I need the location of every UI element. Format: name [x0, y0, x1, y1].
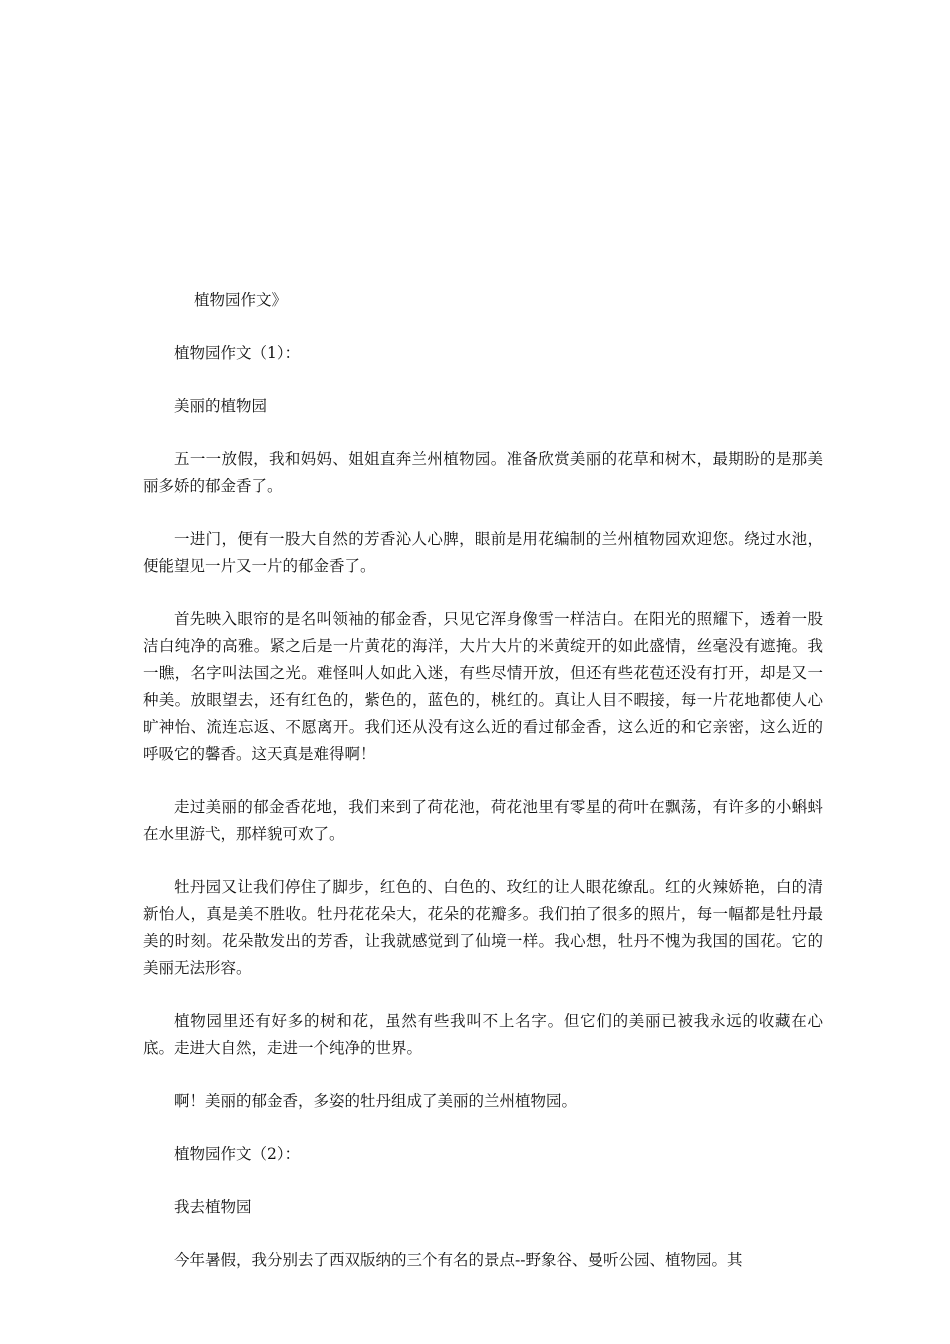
- paragraph: 啊！美丽的郁金香，多姿的牡丹组成了美丽的兰州植物园。: [174, 1092, 578, 1110]
- section-title-2: 植物园作文（2）：: [174, 1145, 301, 1163]
- document-body: [143, 287, 823, 1300]
- paragraph: 五一一放假，我和妈妈、姐姐直奔兰州植物园。准备欣赏美丽的花草和树木，最期盼的是那美丽多娇的郁金香了。: [143, 450, 823, 495]
- essay-title-1: 美丽的植物园: [174, 397, 268, 415]
- paragraph: 一进门，便有一股大自然的芳香沁人心脾，眼前是用花编制的兰州植物园欢迎您。绕过水池，便能望见一片又一片的郁金香了。: [143, 530, 823, 575]
- paragraph: 今年暑假，我分别去了西双版纳的三个有名的景点--野象谷、曼听公园、植物园。其: [174, 1251, 743, 1269]
- essay-title-2: 我去植物园: [174, 1198, 252, 1216]
- paragraph: 走过美丽的郁金香花地，我们来到了荷花池，荷花池里有零星的荷叶在飘荡，有许多的小蝌蚪在水里游弋，那样貌可欢了。: [143, 798, 823, 843]
- paragraph: 牡丹园又让我们停住了脚步，红色的、白色的、玫红的让人眼花缭乱。红的火辣娇艳，白的清新怡人，真是美不胜收。牡丹花花朵大，花朵的花瓣多。我们拍了很多的照片，每一幅都是牡丹最美的时刻。花朵散发出的芳香，让我就感觉到了仙境一样。我心想，牡丹不愧为我国的国花。它的美丽无法形容。: [143, 878, 823, 977]
- paragraph: 首先映入眼帘的是名叫领袖的郁金香，只见它浑身像雪一样洁白。在阳光的照耀下，透着一股洁白纯净的高雅。紧之后是一片黄花的海洋，大片大片的米黄绽开的如此盛情，丝毫没有遮掩。我一瞧，名字叫法国之光。难怪叫人如此入迷，有些尽情开放，但还有些花苞还没有打开，却是又一种美。放眼望去，还有红色的，紫色的，蓝色的，桃红的。真让人目不暇接，每一片花地都使人心旷神怡、流连忘返、不愿离开。我们还从没有这么近的看过郁金香，这么近的和它亲密，这么近的呼吸它的馨香。这天真是难得啊！: [143, 610, 823, 763]
- document-heading: 植物园作文》: [194, 291, 288, 309]
- section-title-1: 植物园作文（1）：: [174, 344, 301, 362]
- paragraph: 植物园里还有好多的树和花，虽然有些我叫不上名字。但它们的美丽已被我永远的收藏在心底。走进大自然，走进一个纯净的世界。: [143, 1012, 823, 1057]
